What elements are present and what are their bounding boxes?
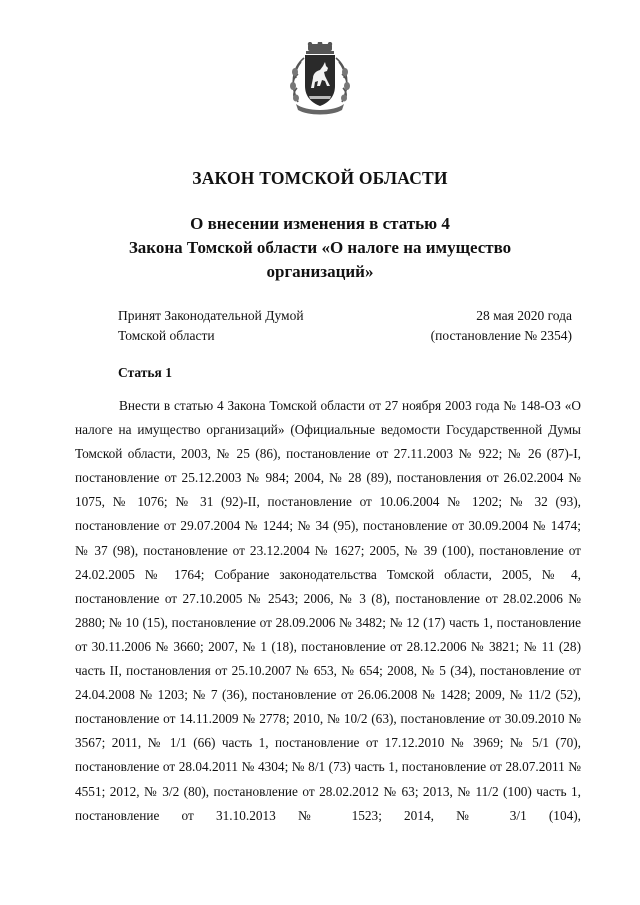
coat-of-arms-icon [286, 42, 354, 118]
subtitle-line: организаций» [266, 262, 374, 281]
subtitle-line: Закона Томской области «О налоге на имущество [128, 238, 512, 257]
adopted-by-line: Томской области [118, 328, 215, 343]
adoption-date-block [431, 306, 572, 346]
law-title: ЗАКОН ТОМСКОЙ ОБЛАСТИ [192, 168, 448, 188]
article-heading: Статья 1 [118, 365, 172, 380]
law-subtitle [100, 212, 540, 284]
article-paragraph: Внести в статью 4 Закона Томской области от 27 ноября 2003 года № 148-ОЗ «О налоге на имущество организаций» (Официальные ведомости Государственной Думы Томской области, 2003, № 25 (86), постановление от 27.11.2003 № 922; № 26 (87)-I, постановление от 25.12.2003 № 984; 2004, № 28 (89), постановления от 26.02.2004 № 1075, № 1076; № 31 (92)-II, постановление от 10.06.2004 № 1202; № 32 (93), постановление от 29.07.2004 № 1244; № 34 (95), постановление от 30.09.2004 № 1474; № 37 (98), постановление от 23.12.2004 № 1627; 2005, № 39 (100), постановление от 24.02.2005 № 1764; Собрание законодательства Томской области, 2005, № 4, постановление от 27.10.2005 № 2543; 2006, № 3 (8), постановление от 28.02.2006 № 2880; № 10 (15), постановление от 28.09.2006 № 3482; № 12 (17) часть 1, постановление от 30.11.2006 № 3660; 2007, № 1 (18), постановление от 28.12.2006 № 3821; № 11 (28) часть II, постановления от 25.10.2007 № 653, № 654; 2008, № 5 (34), постановление от 24.04.2008 № 1203; № 7 (36), постановление от 26.06.2008 № 1428; 2009, № 11/2 (52), постановление от 14.11.2009 № 2778; 2010, № 10/2 (63), постановление от 30.09.2010 № 3567; 2011, № 1/1 (66) часть 1, постановление от 17.12.2010 № 3969; № 5/1 (70), постановление от 28.04.2011 № 4304; № 8/1 (73) часть 1, постановление от 28.07.2011 № 4551; 2012, № 3/2 (80), постановление от 28.02.2012 № 63; 2013, № 11/2 (100) часть 1, постановление от 31.10.2013 № 1523; 2014, № 3/1 (104), [75, 398, 581, 823]
article-body [75, 394, 581, 828]
adoption-date: 28 мая 2020 года [476, 308, 572, 323]
adopted-by-block [118, 306, 304, 346]
adopted-by-line: Принят Законодательной Думой [118, 308, 304, 323]
subtitle-line: О внесении изменения в статью 4 [190, 214, 450, 233]
resolution-number: (постановление № 2354) [430, 328, 572, 343]
